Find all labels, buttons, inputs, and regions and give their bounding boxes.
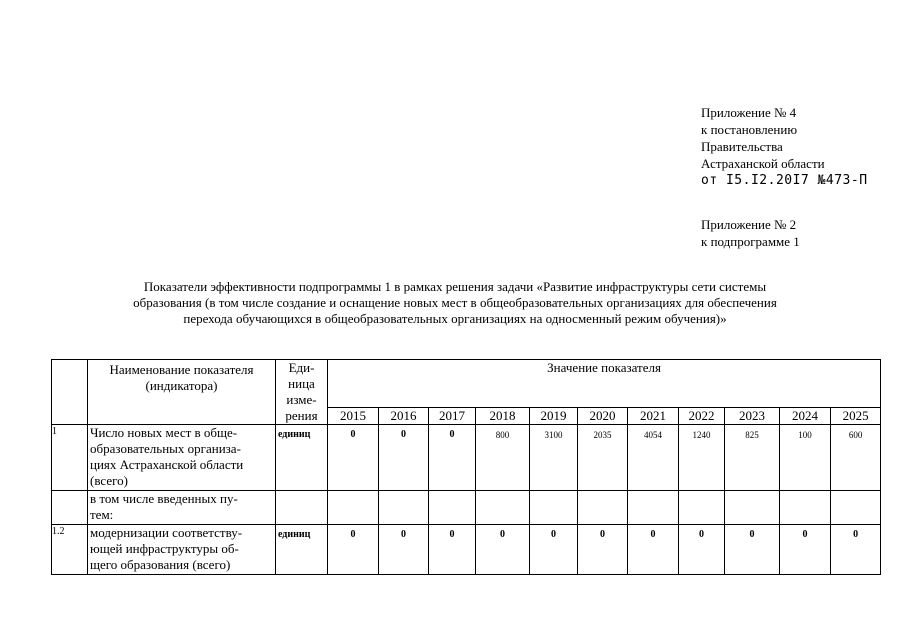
- year-cell: 2019: [530, 408, 578, 425]
- row-number: [52, 491, 88, 525]
- indicator-name-line: Число новых мест в обще-: [90, 425, 238, 440]
- indicator-name-line: модернизации соответству-: [90, 525, 243, 540]
- value-cell: 0: [578, 525, 628, 575]
- indicator-name: [88, 425, 276, 491]
- appendix-line: Приложение № 4: [701, 105, 797, 120]
- row-number: 1: [52, 425, 88, 491]
- title-line: перехода обучающихся в общеобразовательных организациях на односменный режим обучения)»: [183, 311, 727, 326]
- table-row: [52, 491, 881, 525]
- document-title: [60, 279, 850, 327]
- indicator-unit: [276, 491, 328, 525]
- year-cell: 2018: [476, 408, 530, 425]
- title-line: Показатели эффективности подпрограммы 1 в рамках решения задачи «Развитие инфраструктуры сети системы: [143, 279, 767, 294]
- value-cell: [578, 491, 628, 525]
- value-cell: [476, 491, 530, 525]
- year-cell: 2025: [831, 408, 881, 425]
- header-name-line: Наименование показателя: [109, 362, 254, 377]
- indicator-name-line: тем:: [90, 507, 114, 522]
- header-unit-cell: [276, 360, 328, 425]
- value-cell: 0: [328, 525, 379, 575]
- year-cell: 2017: [429, 408, 476, 425]
- header-name-cell: [88, 360, 276, 425]
- value-cell: 0: [831, 525, 881, 575]
- appendix-line: Астраханской области: [701, 156, 825, 171]
- table-row: [52, 525, 881, 575]
- value-cell: 0: [628, 525, 679, 575]
- value-cell: 0: [679, 525, 725, 575]
- value-cell: [780, 491, 831, 525]
- appendix-block: [701, 104, 868, 189]
- indicator-name: [88, 491, 276, 525]
- header-unit-line: Еди-: [288, 360, 315, 375]
- value-cell: 100: [780, 425, 831, 491]
- value-cell: 825: [725, 425, 780, 491]
- value-cell: 0: [780, 525, 831, 575]
- year-cell: 2024: [780, 408, 831, 425]
- indicator-name-line: в том числе введенных пу-: [90, 491, 238, 506]
- value-cell: [831, 491, 881, 525]
- header-unit-line: изме-: [286, 392, 317, 407]
- value-cell: [679, 491, 725, 525]
- year-cell: 2021: [628, 408, 679, 425]
- appendix-line: к постановлению: [701, 122, 798, 137]
- value-cell: 800: [476, 425, 530, 491]
- indicator-name-line: ющей инфраструктуры об-: [90, 541, 239, 556]
- year-cell: 2022: [679, 408, 725, 425]
- indicator-unit: единиц: [276, 425, 328, 491]
- value-cell: 0: [379, 525, 429, 575]
- value-cell: 0: [476, 525, 530, 575]
- title-line: образования (в том числе создание и оснащение новых мест в общеобразовательных организациях для обеспечения: [133, 295, 777, 310]
- value-cell: [530, 491, 578, 525]
- appendix-line: Правительства: [701, 139, 783, 154]
- value-cell: 4054: [628, 425, 679, 491]
- indicator-name-line: циях Астраханской области: [90, 457, 244, 472]
- year-cell: 2023: [725, 408, 780, 425]
- header-row: [52, 360, 881, 408]
- year-cell: 2020: [578, 408, 628, 425]
- indicator-unit: единиц: [276, 525, 328, 575]
- value-cell: 3100: [530, 425, 578, 491]
- value-cell: 600: [831, 425, 881, 491]
- value-cell: [628, 491, 679, 525]
- value-cell: 0: [379, 425, 429, 491]
- value-cell: 1240: [679, 425, 725, 491]
- table-row: [52, 425, 881, 491]
- appendix2-block: [701, 216, 800, 250]
- value-cell: 0: [429, 425, 476, 491]
- year-cell: 2016: [379, 408, 429, 425]
- appendix2-line: к подпрограмме 1: [701, 234, 800, 249]
- appendix2-line: Приложение № 2: [701, 217, 797, 232]
- value-cell: [379, 491, 429, 525]
- header-value-cell: Значение показателя: [328, 360, 881, 408]
- value-cell: 0: [429, 525, 476, 575]
- value-cell: 0: [725, 525, 780, 575]
- value-cell: 0: [328, 425, 379, 491]
- header-name-line: (индикатора): [145, 378, 218, 393]
- value-cell: 0: [530, 525, 578, 575]
- value-cell: 2035: [578, 425, 628, 491]
- header-unit-line: ница: [288, 376, 315, 391]
- value-cell: [328, 491, 379, 525]
- indicators-table: [51, 359, 881, 575]
- value-cell: [429, 491, 476, 525]
- header-unit-line: рения: [285, 408, 318, 423]
- row-number: 1.2: [52, 525, 88, 575]
- indicator-name: [88, 525, 276, 575]
- indicator-name-line: (всего): [90, 473, 128, 488]
- decree-line: от I5.I2.20I7 №473-П: [701, 173, 868, 188]
- indicator-name-line: щего образования (всего): [90, 557, 231, 572]
- indicator-name-line: образовательных организа-: [90, 441, 241, 456]
- value-cell: [725, 491, 780, 525]
- year-cell: 2015: [328, 408, 379, 425]
- header-num-cell: [52, 360, 88, 425]
